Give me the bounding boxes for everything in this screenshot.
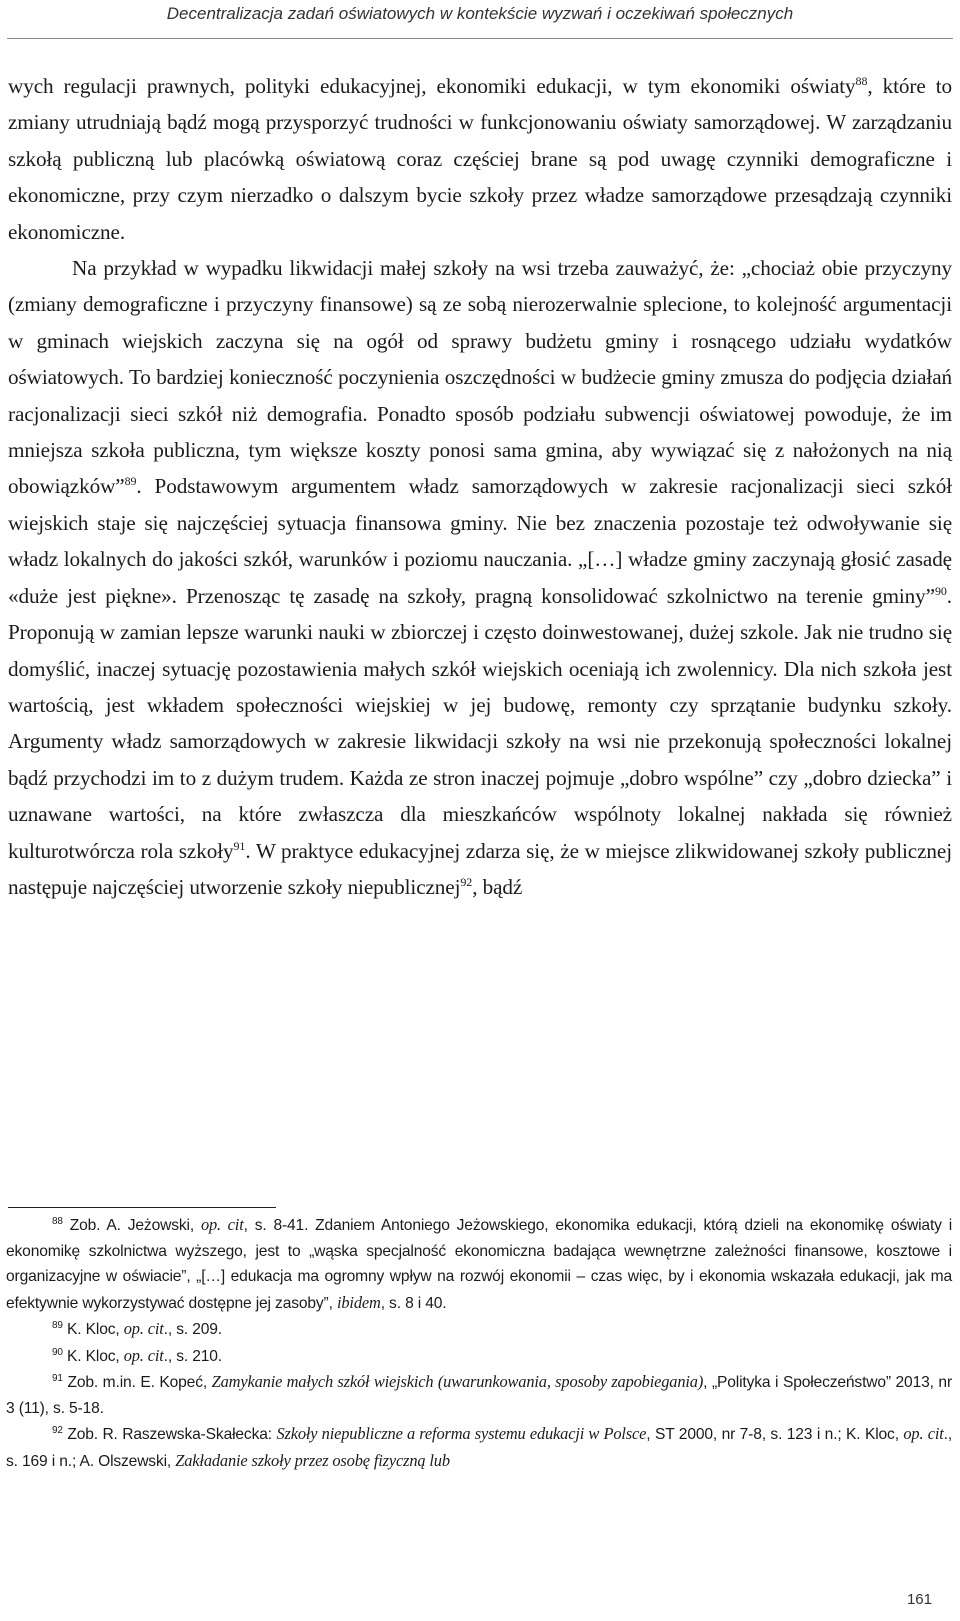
footnote-text: Zob. m.in. E. Kopeć, (67, 1374, 212, 1391)
footnote-text: ., s. 210. (163, 1347, 222, 1365)
footnote-90 (6, 1343, 952, 1370)
running-header: Decentralizacja zadań oświatowych w kontekście wyzwań i oczekiwań społecznych (166, 4, 794, 23)
footnote-ref-92[interactable]: 92 (460, 874, 473, 889)
footnote-text: , ST 2000, nr 7-8, s. 123 i n.; K. Kloc, (646, 1426, 904, 1443)
paragraph-2-text-c: . Proponują w zamian lepsze warunki nauki w zbiorczej i często doinwestowanej, dużej szkole. Jak nie trudno się domyślić, inaczej sytuację pozostawienia małych szkół wiejskich oceniają ich zwolennicy. Dla nich szkoła jest wartością, jest wkładem społeczności wiejskiej w jej budowę, remonty czy sprzątanie budynku szkoły. Argumenty władz samorządowych w zakresie likwidacji szkoły na wsi nie przekonują społeczności lokalnej bądź przychodzi im to z dużym trudem. Każda ze stron inaczej pojmuje „dobro wspólne” czy „dobro dziecka” i uznawane wartości, na które zwłaszcza dla mieszkańców wspólnoty lokalnej nakłada się również kulturotwórcza rola szkoły (8, 583, 952, 863)
footnote-text: ., s. 169 i n.; A. Olszewski, (6, 1426, 953, 1470)
footnote-88 (6, 1212, 952, 1316)
footnote-text: Zob. A. Jeżowski, (69, 1217, 201, 1234)
footnote-92 (6, 1421, 952, 1474)
footnote-number: 91 (52, 1373, 63, 1384)
footnote-italic: op. cit (200, 1215, 244, 1234)
paragraph-2-text-e: , bądź (472, 874, 523, 899)
paragraph-2-text-d: . W praktyce edukacyjnej zdarza się, że w miejsce zlikwidowanej szkoły publicznej następuje najczęściej utworzenie szkoły niepublicznej (8, 838, 952, 899)
footnote-89 (6, 1316, 952, 1343)
footnote-number: 90 (52, 1346, 63, 1358)
footnote-number: 92 (52, 1425, 63, 1436)
footnotes (6, 1212, 952, 1474)
paragraph-1 (8, 68, 952, 250)
paragraph-1-text-b: , które to zmiany utrudniają bądź mogą przysporzyć trudności w funkcjonowaniu oświaty samorządowej. W zarządzaniu szkołą publiczną lub placówką oświatową coraz częściej brane są pod uwagę czynniki demograficzne i ekonomiczne, przy czym nierzadko o dalszym bycie szkoły przez władze samorządowe przesądzają czynniki ekonomiczne. (8, 74, 952, 244)
footnote-separator (8, 1207, 276, 1208)
footnote-text: , s. 8 i 40. (380, 1294, 447, 1312)
footnote-text: , „Polityka i Społeczeństwo” 2013, nr 3 (11), s. 5-18. (6, 1374, 952, 1417)
footnote-italic: Szkoły niepubliczne a reforma systemu edukacji w Polsce (276, 1424, 647, 1443)
footnote-number: 89 (52, 1320, 63, 1331)
footnote-ref-91[interactable]: 91 (233, 838, 246, 853)
page-number: 161 (906, 1591, 932, 1608)
footnote-italic: Zakładanie szkoły przez osobę fizyczną lub (175, 1450, 450, 1470)
footnote-text: ., s. 209. (163, 1321, 222, 1338)
footnote-text: , s. 8-41. Zdaniem Antoniego Jeżowskiego, ekonomika edukacji, którą dzieli na ekonomikę oświaty i ekonomikę szkolnictwa wyższego, jest to „wąska specjalność ekonomiczna badająca wewnętrzne zależności finansowe, kosztowe i organizacyjne w oświacie”, „[…] edukacja ma ogromny wpływ na rozwój ekonomii – czas więc, by i ekonomia wskazała edukacji, jak ma efektywnie wykorzystywać dostępne jej zasoby”, (6, 1217, 953, 1312)
paragraph-2-text-a: Na przykład w wypadku likwidacji małej szkoły na wsi trzeba zauważyć, że: „chociaż obie przyczyny (zmiany demograficzne i przyczyny finansowe) są ze sobą nierozerwalnie splecione, to kolejność argumentacji w gminach wiejskich zaczyna się na ogół od sprawy budżetu gminy i rosnącego udziału wydatków oświatowych. To bardziej konieczność poczynienia oszczędności w budżecie gminy zmusza do podjęcia działań racjonalizacji sieci szkół niż demografia. Ponadto sposób podziału subwencji oświatowej powoduje, że im mniejsza szkoła publiczna, tym większe koszty ponosi sama gmina, aby wywiązać się z nałożonych na nią obowiązków” (8, 256, 952, 499)
footnote-91 (6, 1369, 952, 1421)
footnote-ref-88[interactable]: 88 (855, 74, 868, 88)
main-text (8, 68, 952, 905)
footnote-italic: ibidem (336, 1292, 381, 1312)
footnote-number: 88 (52, 1216, 63, 1227)
footnote-text: K. Kloc, (67, 1321, 124, 1338)
header-rule (7, 38, 953, 39)
footnote-italic: Zamykanie małych szkół wiejskich (uwarunkowania, sposoby zapobiegania) (211, 1372, 704, 1391)
footnote-ref-89[interactable]: 89 (124, 474, 137, 489)
footnote-ref-90[interactable]: 90 (934, 583, 947, 598)
footnote-text: K. Kloc, (67, 1347, 124, 1365)
footnote-italic: op. cit (123, 1345, 164, 1365)
paragraph-2-text-b: . Podstawowym argumentem władz samorządowych w zakresie racjonalizacji sieci szkół wiejskich staje się najczęściej sytuacja finansowa gminy. Nie bez znaczenia pozostaje też odwoływanie się władz lokalnych do jakości szkół, warunków i poziomu nauczania. „[…] władze gminy zaczynają głosić zasadę «duże jest piękne». Przenosząc tę zasadę na szkoły, pragną konsolidować szkolnictwo na terenie gminy” (8, 474, 952, 608)
footnote-italic: op. cit (903, 1424, 944, 1443)
paragraph-2 (8, 250, 952, 905)
paragraph-1-text-a: wych regulacji prawnych, polityki edukacyjnej, ekonomiki edukacji, w tym ekonomiki oświaty (8, 74, 856, 98)
footnote-italic: op. cit (123, 1319, 164, 1338)
footnote-text: Zob. R. Raszewska-Skałecka: (67, 1426, 277, 1443)
